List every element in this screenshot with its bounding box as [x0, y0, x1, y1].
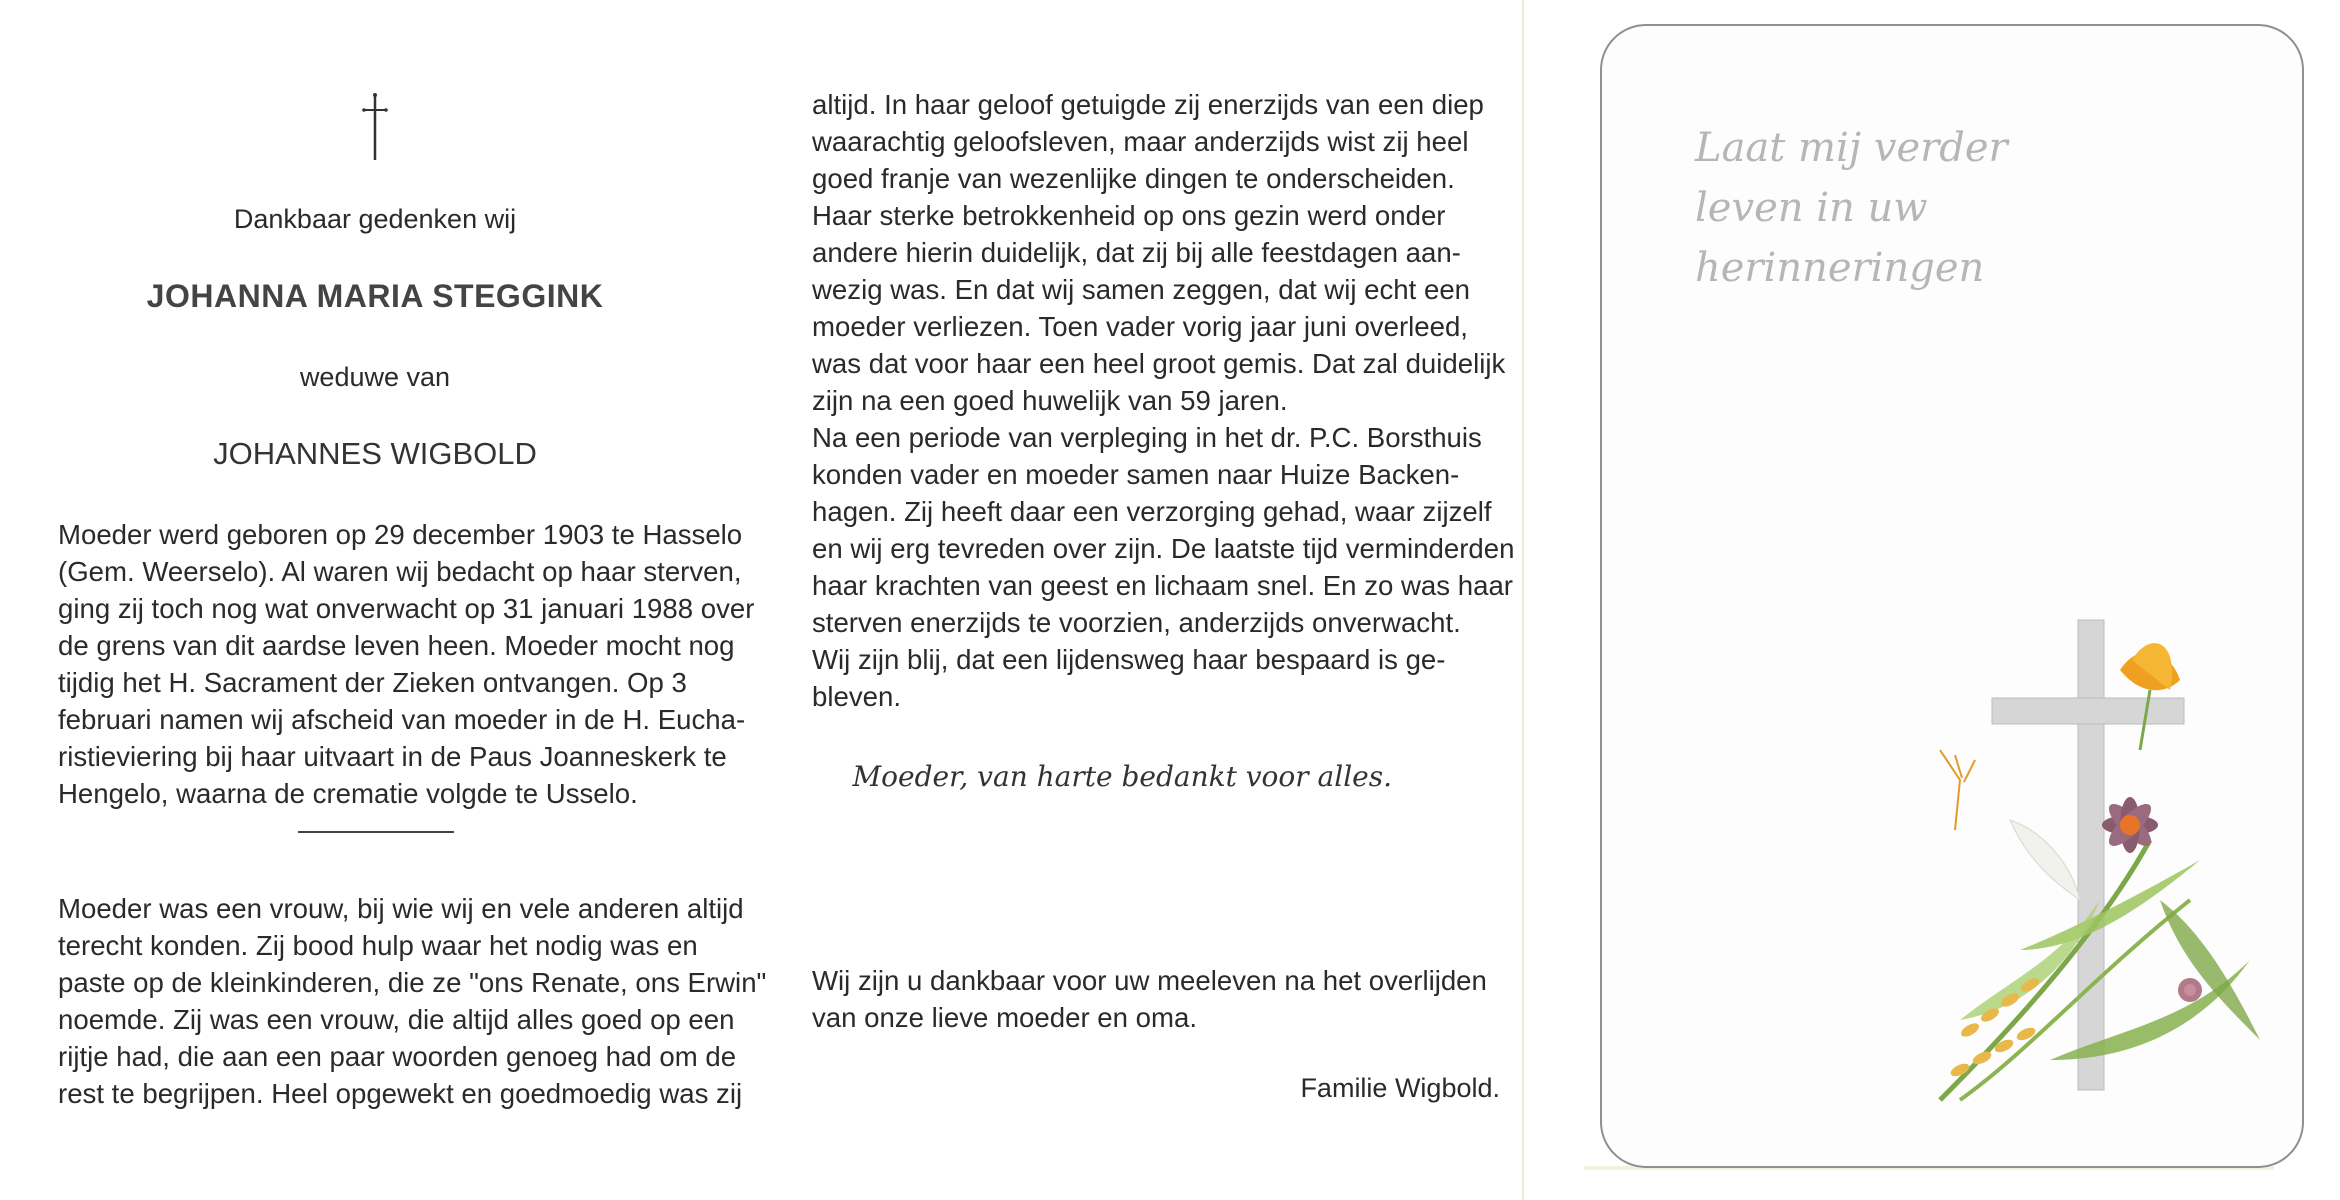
text-line: Hengelo, waarna de crematie volgde te Usselo.: [58, 778, 638, 809]
silver-cross-horizontal: [1992, 698, 2184, 724]
text-line: bleven.: [812, 681, 901, 712]
text-line: Wij zijn u dankbaar voor uw meeleven na het overlijden: [812, 965, 1487, 996]
text-line: en wij erg tevreden over zijn. De laatste tijd verminderden: [812, 533, 1515, 564]
orange-lily: [2120, 643, 2180, 750]
text-line: moeder verliezen. Toen vader vorig jaar juni overleed,: [812, 311, 1468, 342]
text-line: rijtje had, die aan een paar woorden genoeg had om de: [58, 1041, 737, 1072]
cross-with-flowers-illustration: [1900, 600, 2320, 1120]
text-line: (Gem. Weerselo). Al waren wij bedacht op haar sterven,: [58, 556, 742, 587]
poem-text: [1695, 118, 2008, 298]
text-line: Na een periode van verpleging in het dr. P.C. Borsthuis: [812, 422, 1482, 453]
middle-panel: [760, 0, 1520, 1200]
text-line: noemde. Zij was een vrouw, die altijd alles goed op een: [58, 1004, 735, 1035]
pink-flower: [2178, 978, 2202, 1002]
deceased-name: JOHANNA MARIA STEGGINK: [146, 278, 604, 314]
text-line: februari namen wij afscheid van moeder in de H. Eucha-: [58, 704, 746, 735]
text-line: zijn na een goed huwelijk van 59 jaren.: [812, 385, 1288, 416]
text-line: konden vader en moeder samen naar Huize Backen-: [812, 459, 1460, 490]
text-line: wezig was. En dat wij samen zeggen, dat wij echt een: [812, 274, 1471, 305]
text-line: sterven enerzijds te voorzien, anderzijds onverwacht.: [812, 607, 1461, 638]
small-lily: [1940, 750, 1975, 830]
text-line: Haar sterke betrokkenheid op ons gezin werd onder: [812, 200, 1446, 231]
text-line: van onze lieve moeder en oma.: [812, 1002, 1198, 1033]
text-line: waarachtig geloofsleven, maar anderzijds wist zij heel: [812, 126, 1469, 157]
intro-text: Dankbaar gedenken wij: [233, 204, 517, 234]
biography-paragraph-2: [58, 890, 767, 1112]
text-line: de grens van dit aardse leven heen. Moeder mocht nog: [58, 630, 735, 661]
text-line: andere hierin duidelijk, dat zij bij alle feestdagen aan-: [812, 237, 1461, 268]
text-line: Moeder was een vrouw, bij wie wij en vele anderen altijd: [58, 893, 744, 924]
family-signature: Familie Wigbold.: [1300, 1073, 1500, 1103]
purple-flower: [2102, 797, 2158, 853]
wheat-ears: [1949, 976, 2041, 1079]
poem-line: herinneringen: [1695, 245, 1985, 291]
husband-name: JOHANNES WIGBOLD: [213, 436, 537, 471]
text-line: paste op de kleinkinderen, die ze "ons Renate, ons Erwin": [58, 967, 767, 998]
poem-line: Laat mij verder: [1695, 125, 2008, 171]
text-line: Wij zijn blij, dat een lijdensweg haar bespaard is ge-: [812, 644, 1446, 675]
biography-paragraph-1: [58, 516, 755, 812]
poem-line: leven in uw: [1695, 185, 1928, 231]
text-line: haar krachten van geest en lichaam snel. En zo was haar: [812, 570, 1513, 601]
text-line: goed franje van wezenlijke dingen te onderscheiden.: [812, 163, 1455, 194]
silver-cross-vertical: [2078, 620, 2104, 1090]
widow-label: weduwe van: [299, 362, 451, 392]
text-line: rest te begrijpen. Heel opgewekt en goedmoedig was zij: [58, 1078, 743, 1109]
text-line: was dat voor haar een heel groot gemis. Dat zal duidelijk: [812, 348, 1506, 379]
text-line: ristieviering bij haar uitvaart in de Paus Joanneskerk te: [58, 741, 727, 772]
thanks-paragraph: [812, 962, 1487, 1036]
white-lily: [2010, 820, 2080, 900]
cross-icon: [360, 92, 390, 162]
text-line: terecht konden. Zij bood hulp waar het nodig was en: [58, 930, 698, 961]
biography-continued: [812, 86, 1515, 715]
text-line: Moeder werd geboren op 29 december 1903 te Hasselo: [58, 519, 743, 550]
text-line: altijd. In haar geloof getuigde zij enerzijds van een diep: [812, 89, 1484, 120]
left-panel: [0, 0, 767, 1200]
right-panel: [1520, 0, 2340, 1200]
text-line: hagen. Zij heeft daar een verzorging gehad, waar zijzelf: [812, 496, 1492, 527]
motto-text: Moeder, van harte bedankt voor alles.: [852, 760, 1392, 793]
divider-line: [298, 831, 454, 833]
text-line: tijdig het H. Sacrament der Zieken ontvangen. Op 3: [58, 667, 687, 698]
text-line: ging zij toch nog wat onverwacht op 31 januari 1988 over: [58, 593, 755, 624]
